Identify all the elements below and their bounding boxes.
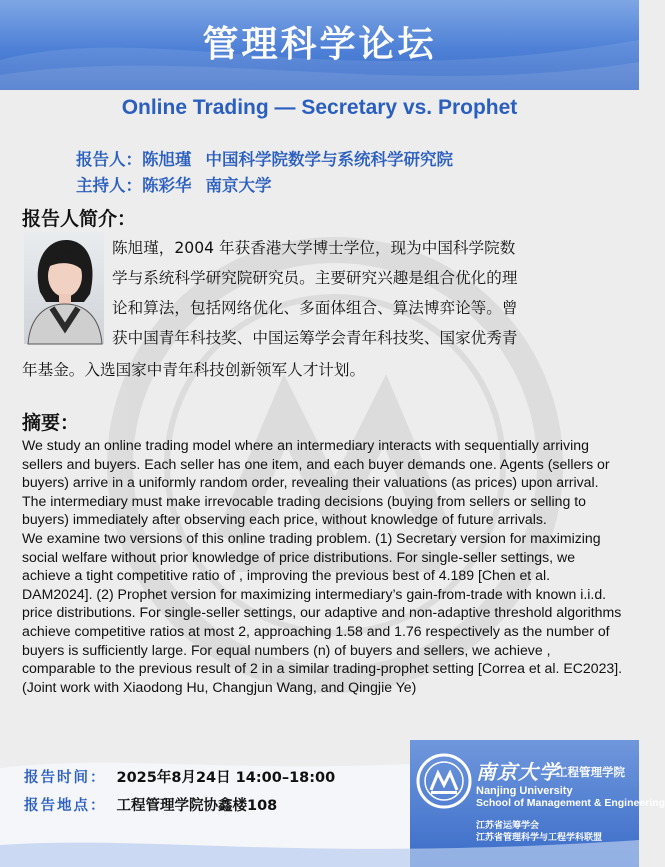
host-name: 陈彩华 — [142, 176, 192, 195]
abstract-paragraph-1: We study an online trading model where an intermediary interacts with sequentially arriving sellers and buyers. Each seller has one item, and each buyer demands one. Agents (sellers or buyers) arrive in a uniformly random order, revealing their valuations (as prices) upon arrival. The intermediary must make irrevocable trading decisions (buying from sellers or selling to buyers) immediately after observing each price, without knowledge of future arrivals. — [22, 437, 610, 528]
logo-university-cn: 南京大学 — [476, 760, 560, 784]
speaker-label: 报告人： — [76, 150, 142, 169]
logo-school-en: School of Management & Engineering — [476, 797, 665, 809]
place-line — [24, 794, 277, 815]
place-value: 工程管理学院协鑫楼108 — [116, 798, 278, 814]
speaker-photo — [24, 232, 104, 344]
host-label: 主持人： — [76, 176, 142, 195]
bio-line-2: 学与系统科学研究院研究员。主要研究兴趣是组合优化的理 — [112, 269, 518, 287]
forum-title: 管理科学论坛 — [202, 23, 437, 65]
time-value: 2025年8月24日 14:00–18:00 — [116, 770, 336, 786]
host-affiliation: 南京大学 — [205, 176, 272, 195]
speaker-portrait-illustration — [24, 232, 104, 344]
abstract-paragraph-2: We examine two versions of this online trading problem. (1) Secretary version for maximizing social welfare without prior knowledge of price distributions. For single-seller settings, we achieve a tight competitive ratio of , improving the previous best of 4.189 [Chen et al. DAM2024]. (2) Prophet version for maximizing intermediary’s gain-from-trade with known i.i.d. price distributions. For single-seller settings, our adaptive and non-adaptive threshold algorithms achieve competitive ratios at most 2, approaching 1.58 and 1.76 respectively as the number of buyers is sufficiently large. For equal numbers (n) of buyers and sellers, we achieve , comparable to the previous result of 2 in a similar trading-prophet setting [Correa et al. EC2023]. (Joint work with Xiaodong Hu, Changjun Wang, and Qingjie Ye) — [22, 529, 623, 695]
speaker-line — [76, 146, 453, 170]
bio-line-1: 陈旭瑾，2004 年获香港大学博士学位，现为中国科学院数 — [112, 239, 516, 257]
bio-line-3: 论和算法，包括网络优化、多面体组合、算法博弈论等。曾 — [112, 299, 518, 317]
speaker-affiliation: 中国科学院数学与系统科学研究院 — [205, 150, 453, 169]
abstract-heading: 摘要： — [22, 412, 80, 434]
host-line — [76, 172, 272, 196]
place-label: 报告地点： — [24, 798, 107, 814]
organizer-1: 江苏省运筹学会 — [476, 821, 540, 831]
organizer-2: 江苏省管理科学与工程学科联盟 — [476, 833, 603, 843]
abstract-body — [22, 436, 624, 696]
logo-university-en: Nanjing University — [476, 785, 573, 797]
talk-title: Online Trading — Secretary vs. Prophet — [121, 96, 518, 119]
bio-line-5: 年基金。入选国家中青年科技创新领军人才计划。 — [22, 361, 366, 379]
nju-seal-icon — [416, 753, 472, 809]
logo-school-cn: 工程管理学院 — [556, 765, 625, 779]
time-line — [24, 766, 335, 787]
speaker-name: 陈旭瑾 — [142, 150, 192, 169]
top-banner — [0, 0, 639, 90]
bio-heading: 报告人简介： — [22, 208, 137, 230]
time-label: 报告时间： — [24, 770, 107, 786]
bio-line-4: 获中国青年科技奖、中国运筹学会青年科技奖、国家优秀青 — [112, 329, 518, 347]
